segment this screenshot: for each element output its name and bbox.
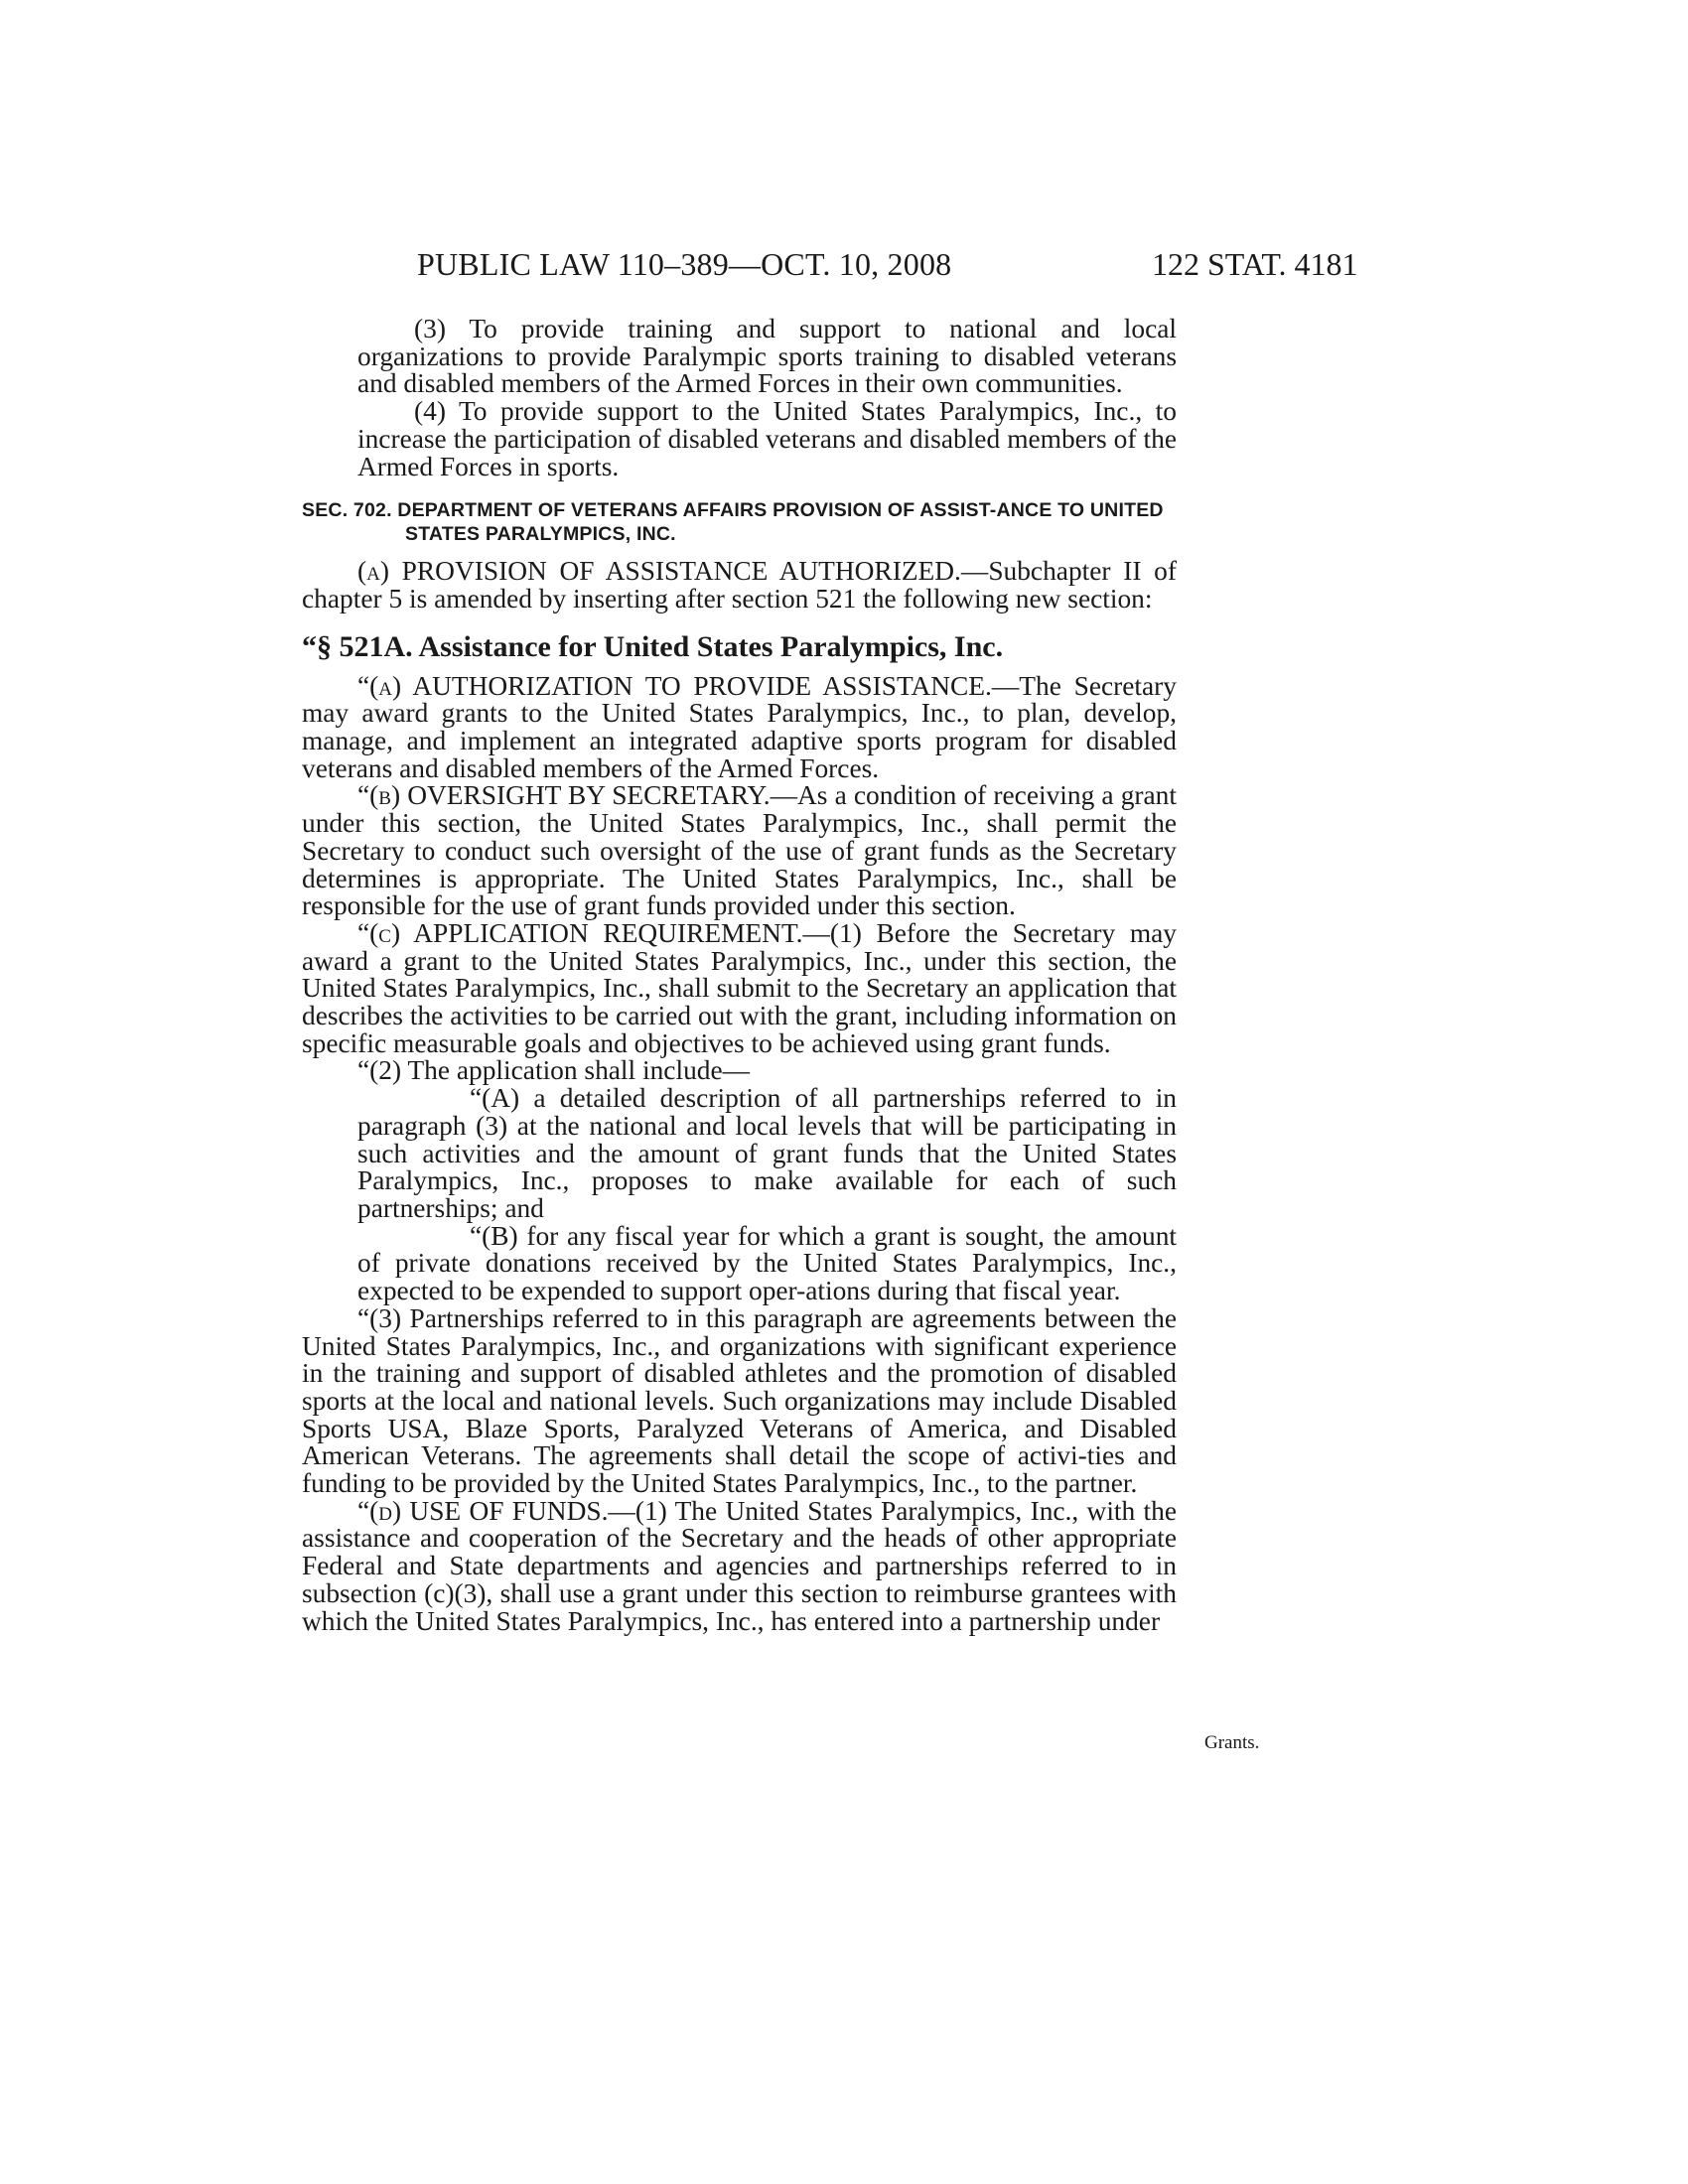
- subsection-521a-b-heading: “(b) OVERSIGHT BY SECRETARY.—: [357, 780, 797, 811]
- subsection-a-heading: (a) PROVISION OF ASSISTANCE AUTHORIZED.—: [357, 556, 989, 587]
- subsection-521a-d: [302, 1495, 1177, 1636]
- subsection-521a-b: [302, 782, 1177, 920]
- paragraph-c2A: “(A) a detailed description of all partnerships referred to in paragraph (3) at the national and local levels that will be participating in such activities and the amount of grant funds that the United States Paralympics, Inc., proposes to make available for each of such partnerships; and: [357, 1083, 1177, 1223]
- running-header: PUBLIC LAW 110–389—OCT. 10, 2008: [417, 246, 952, 282]
- subsection-521a-c: [302, 917, 1177, 1058]
- subsection-521a-a-text: The Secretary may award grants to the United States Paralympics, Inc., to plan, develop, manage, and implement an integrated adaptive sports program for disabled veterans and disabled members of the Armed Forces.: [302, 670, 1177, 783]
- subsection-521a-d-heading: “(d) USE OF FUNDS.—: [357, 1495, 635, 1526]
- subsection-521a-b-text: As a condition of receiving a grant under this section, the United States Paralympics, Inc., shall permit the Secretary to conduct such oversight of the use of grant funds as the Secretary determines is appropriate. The United States Paralympics, Inc., shall be responsible for the use of grant funds provided under this section.: [302, 780, 1177, 921]
- subsection-521a-c-heading: “(c) APPLICATION REQUIREMENT.—: [357, 917, 830, 948]
- paragraph-4: (4) To provide support to the United States Paralympics, Inc., to increase the participation of disabled veterans and disabled members of the Armed Forces in sports.: [357, 396, 1177, 481]
- paragraph-c2B: “(B) for any fiscal year for which a grant is sought, the amount of private donations received by the United States Paralympics, Inc., expected to be expended to support oper-ations during that fiscal year.: [357, 1220, 1177, 1306]
- subsection-521a-a: [302, 670, 1177, 783]
- paragraph-3: (3) To provide training and support to national and local organizations to provide Paralympic sports training to disabled veterans and disabled members of the Armed Forces in their own communities.: [357, 314, 1177, 399]
- subsection-a: [302, 558, 1177, 613]
- subsection-521a-d-text: (1) The United States Paralympics, Inc., with the assistance and cooperation of the Secretary and the heads of other appropriate Federal and State departments and agencies and partnerships referred to in subsection (c)(3), shall use a grant under this section to reimburse grantees with which the United States Paralympics, Inc., has entered into a partnership under: [302, 1495, 1177, 1636]
- subsection-a-text: Subchapter II of chapter 5 is amended by inserting after section 521 the following new section:: [302, 556, 1177, 614]
- subsection-521a-a-heading: “(a) AUTHORIZATION TO PROVIDE ASSISTANCE.—: [357, 670, 1020, 701]
- new-section-heading: “§ 521A. Assistance for United States Paralympics, Inc.: [302, 629, 1004, 663]
- subsection-521a-c-text: (1) Before the Secretary may award a grant to the United States Paralympics, Inc., under this section, the United States Paralympics, Inc., shall submit to the Secretary an application that describes the activities to be carried out with the grant, including information on specific measurable goals and objectives to be achieved using grant funds.: [302, 917, 1177, 1058]
- page-body: [302, 316, 1177, 1635]
- section-heading: SEC. 702. DEPARTMENT OF VETERANS AFFAIRS PROVISION OF ASSIST-ANCE TO UNITED STATES PARALYMPICS, INC.: [302, 499, 1164, 546]
- paragraph-c2: “(2) The application shall include—: [357, 1055, 751, 1086]
- margin-note: Grants.: [1204, 1732, 1260, 1753]
- page-number: 122 STAT. 4181: [1152, 246, 1358, 282]
- paragraph-c3: “(3) Partnerships referred to in this paragraph are agreements between the United States Paralympics, Inc., and organizations with significant experience in the training and support of disabled athletes and the promotion of disabled sports at the local and national levels. Such organizations may include Disabled Sports USA, Blaze Sports, Paralyzed Veterans of America, and Disabled American Veterans. The agreements shall detail the scope of activi-ties and funding to be provided by the United States Paralympics, Inc., to the partner.: [302, 1302, 1177, 1499]
